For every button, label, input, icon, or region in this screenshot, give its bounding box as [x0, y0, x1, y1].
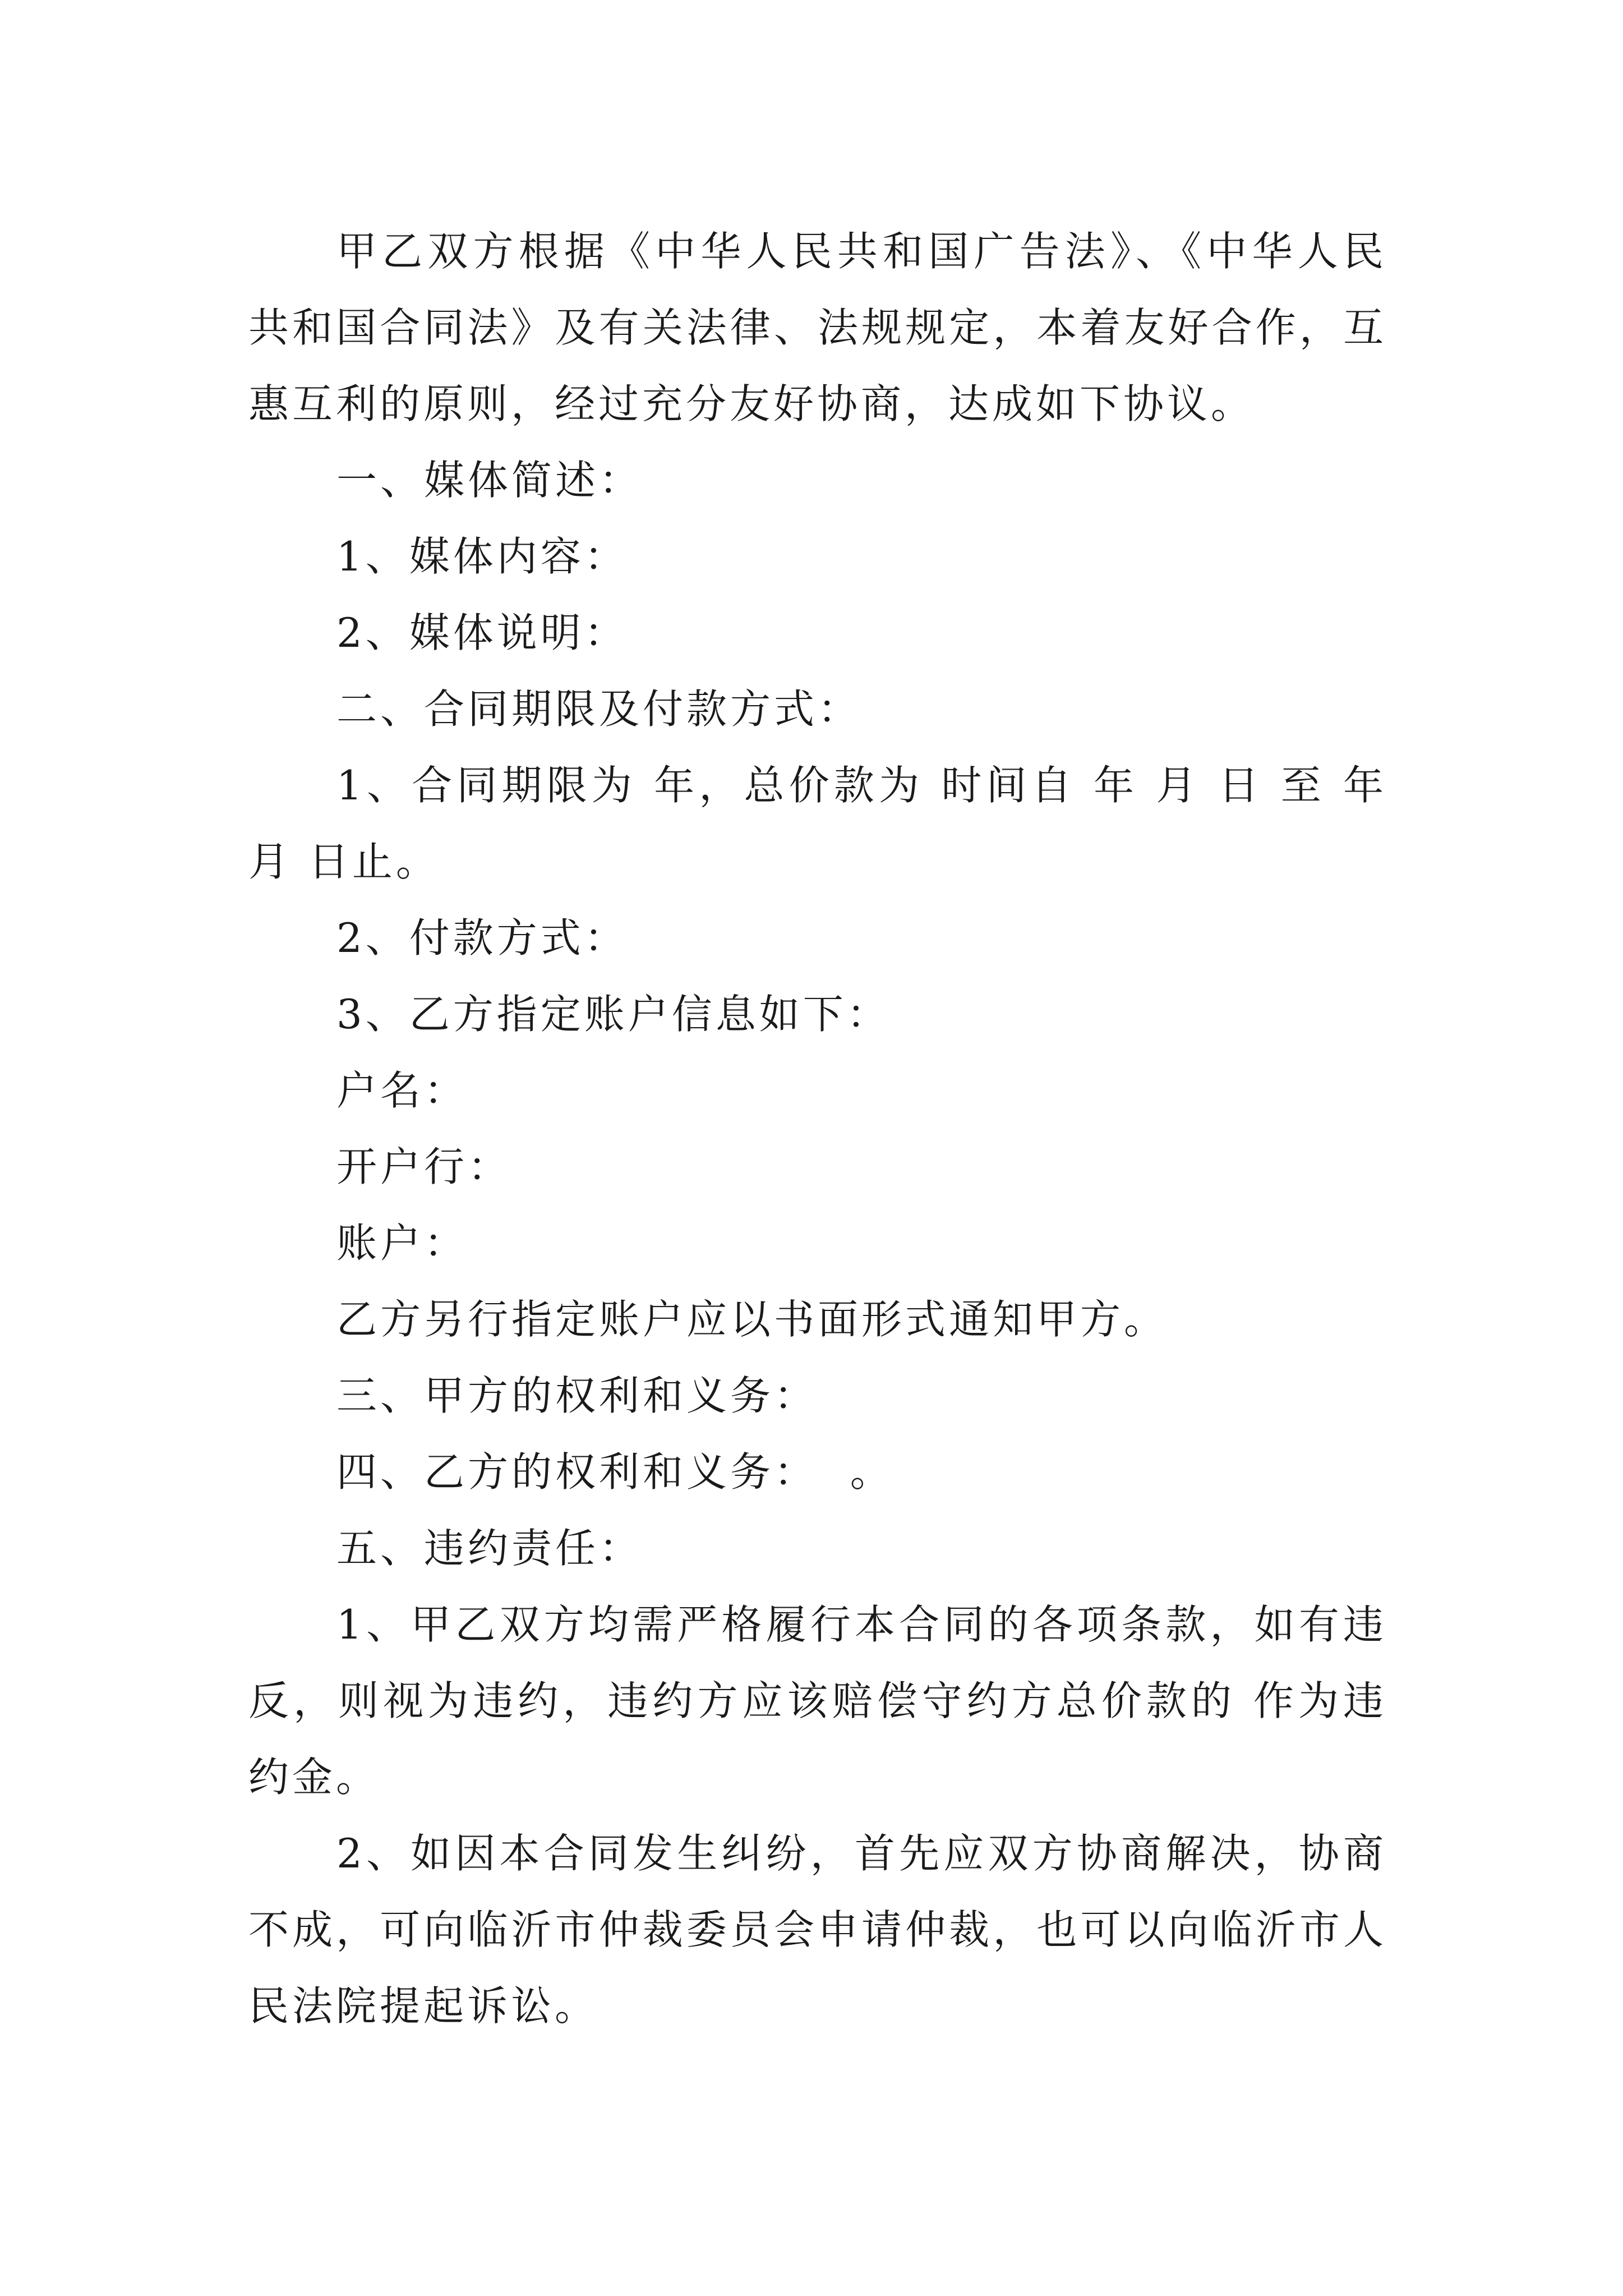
account-name-line: 户名： [336, 1067, 468, 1114]
section-1-heading: 一、媒体简述： [336, 457, 643, 504]
section-3-heading: 三、甲方的权利和义务： [336, 1372, 818, 1419]
media-content-line: 1、媒体内容： [336, 533, 628, 580]
payment-method-line: 2、付款方式： [336, 914, 628, 961]
account-number-line: 账户： [336, 1220, 468, 1267]
account-change-notice: 乙方另行指定账户应以书面形式通知甲方。 [336, 1296, 1168, 1343]
media-description-line: 2、媒体说明： [336, 609, 628, 656]
document-page [248, 213, 1387, 2044]
bank-line: 开户行： [336, 1143, 512, 1190]
breach-clause-1: 1、甲乙双方均需严格履行本合同的各项条款，如有违反，则视为违约，违约方应该赔偿守约方总价款的 作为违约金。 [248, 1601, 1387, 1801]
breach-clause-2: 2、如因本合同发生纠纷，首先应双方协商解决，协商不成，可向临沂市仲裁委员会申请仲裁，也可以向临沂市人民法院提起诉讼。 [248, 1830, 1387, 2030]
section-2-heading: 二、合同期限及付款方式： [336, 685, 862, 733]
section-4-heading: 四、乙方的权利和义务： 。 [336, 1448, 894, 1496]
section-5-heading: 五、违约责任： [336, 1525, 643, 1572]
account-info-heading: 3、乙方指定账户信息如下： [336, 991, 891, 1038]
intro-paragraph: 甲乙双方根据《中华人民共和国广告法》、《中华人民共和国合同法》及有关法律、法规规定，本着友好合作，互惠互利的原则，经过充分友好协商，达成如下协议。 [248, 228, 1387, 427]
contract-term-paragraph: 1、合同期限为 年，总价款为 时间自 年 月 日 至 年月 日止。 [248, 762, 1387, 885]
